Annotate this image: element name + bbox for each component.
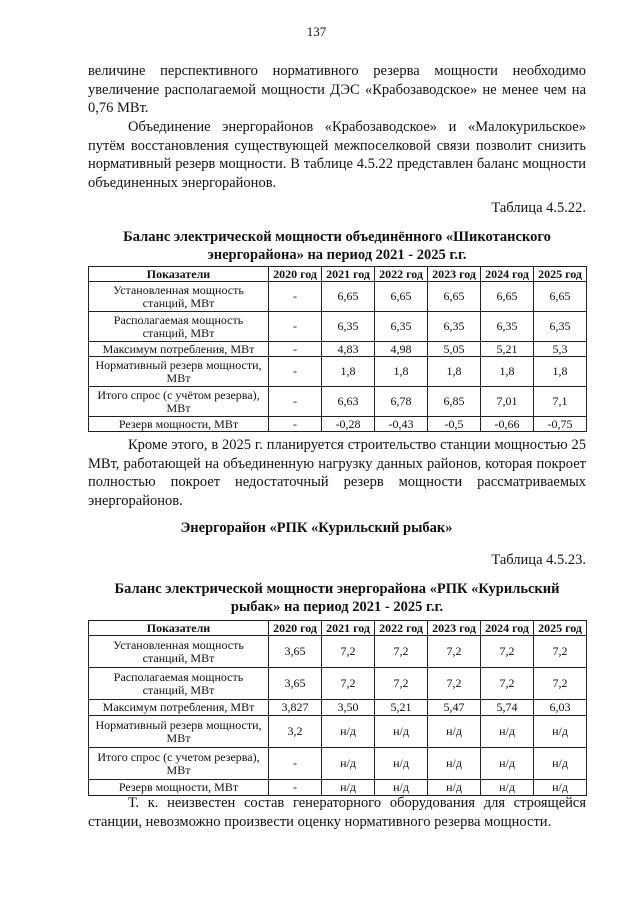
table-cell: 6,35 [481,312,534,342]
table-cell: 7,2 [428,668,481,700]
header-year-2022: 2022 год [375,267,428,282]
table-cell: 3,50 [322,700,375,716]
table-cell: 7,2 [428,636,481,668]
row-label: Итого спрос (с учетом резерва), МВт [89,748,269,780]
table-cell: 3,2 [269,716,322,748]
row-label: Располагаемая мощность станций, МВт [89,312,269,342]
table-cell: н/д [322,748,375,780]
table-cell: 6,35 [322,312,375,342]
table-row [89,700,587,716]
table-cell: н/д [534,780,587,796]
table-cell: 7,01 [481,387,534,417]
paragraph-reserve-increase: величине перспективного нормативного резерва мощности необходимо увеличение располагаемой мощности ДЭС «Крабозаводское» не менее чем на 0,76 МВт. [88,63,586,116]
table-row [89,342,587,357]
table-cell: 1,8 [534,357,587,387]
table-cell: 6,65 [481,282,534,312]
header-year-2023: 2023 год [428,267,481,282]
table-title-4-5-22: Баланс электрической мощности объединённого «Шикотанского энергорайона» на период 2021 - 2025 г.г. [123,229,551,263]
table-row [89,387,587,417]
table-cell: 5,05 [428,342,481,357]
table-cell: 5,21 [375,700,428,716]
table-cell: 6,85 [428,387,481,417]
header-year-2020: 2020 год [269,621,322,636]
table-cell: 6,78 [375,387,428,417]
table-cell: н/д [375,780,428,796]
table-cell: н/д [375,716,428,748]
row-label: Итого спрос (с учётом резерва), МВт [89,387,269,417]
header-year-2023: 2023 год [428,621,481,636]
table-row [89,716,587,748]
row-label: Установленная мощность станций, МВт [89,636,269,668]
table-cell: 6,65 [375,282,428,312]
table-header-row [89,621,587,636]
table-cell: - [269,282,322,312]
table-cell: 6,65 [322,282,375,312]
table-cell: 5,47 [428,700,481,716]
paragraph-new-station: Кроме этого, в 2025 г. планируется строительство станции мощностью 25 МВт, работающей на объединенную нагрузку данных районов, которая покроет полностью покроет недостаточный резерв мощности рассматриваемых энергорайонов. [88,437,586,509]
table-cell: 7,1 [534,387,587,417]
table-cell: н/д [481,716,534,748]
table-cell: н/д [534,748,587,780]
table-cell: 3,65 [269,668,322,700]
table-cell: 3,827 [269,700,322,716]
table-cell: 1,8 [481,357,534,387]
row-label: Нормативный резерв мощности, МВт [89,357,269,387]
table-cell: - [269,312,322,342]
table-row [89,417,587,432]
table-header-row [89,267,587,282]
header-year-2025: 2025 год [534,621,587,636]
header-year-2024: 2024 год [481,267,534,282]
header-year-2022: 2022 год [375,621,428,636]
table-row [89,748,587,780]
balance-table-shikotan [88,266,587,432]
table-cell: 6,63 [322,387,375,417]
table-cell: н/д [428,716,481,748]
table-cell: - [269,387,322,417]
table-row [89,636,587,668]
table-cell: 7,2 [481,668,534,700]
table-cell: 7,2 [534,636,587,668]
header-year-2025: 2025 год [534,267,587,282]
row-label: Нормативный резерв мощности, МВт [89,716,269,748]
table-cell: 1,8 [322,357,375,387]
paragraph-unknown-equipment: Т. к. неизвестен состав генераторного оборудования для строящейся станции, невозможно произвести оценку нормативного резерва мощности. [88,795,586,830]
table-cell: 7,2 [375,636,428,668]
table-cell: 7,2 [481,636,534,668]
table-cell: - [269,357,322,387]
table-row [89,282,587,312]
table-cell: 5,74 [481,700,534,716]
row-label: Располагаемая мощность станций, МВт [89,668,269,700]
row-label: Максимум потребления, МВт [89,342,269,357]
table-cell: 7,2 [322,668,375,700]
table-cell: 7,2 [375,668,428,700]
table-cell: 4,83 [322,342,375,357]
page-number: 137 [306,24,327,39]
table-cell: н/д [375,748,428,780]
table-cell: 6,03 [534,700,587,716]
table-cell: 6,35 [375,312,428,342]
table-cell: 6,35 [428,312,481,342]
table-row [89,312,587,342]
table-caption-4-5-22: Таблица 4.5.22. [491,200,586,216]
header-year-2021: 2021 год [322,621,375,636]
table-caption-4-5-23: Таблица 4.5.23. [491,552,586,568]
table-cell: -0,75 [534,417,587,432]
table-cell: 1,8 [375,357,428,387]
table-cell: н/д [481,780,534,796]
header-indicators: Показатели [89,267,269,282]
header-year-2021: 2021 год [322,267,375,282]
row-label: Установленная мощность станций, МВт [89,282,269,312]
table-cell: н/д [481,748,534,780]
table-cell: 7,2 [534,668,587,700]
table-cell: 5,3 [534,342,587,357]
header-year-2024: 2024 год [481,621,534,636]
section-heading: Энергорайон «РПК «Курильский рыбак» [180,520,453,536]
header-indicators: Показатели [89,621,269,636]
table-cell: н/д [428,748,481,780]
table-cell: - [269,342,322,357]
table-cell: -0,28 [322,417,375,432]
table-cell: 7,2 [322,636,375,668]
table-cell: н/д [322,716,375,748]
table-cell: 1,8 [428,357,481,387]
table-cell: -0,43 [375,417,428,432]
paragraph-merge-districts: Объединение энергорайонов «Крабозаводское» и «Малокурильское» путём восстановления существующей межпоселковой связи позволит снизить нормативный резерв мощности. В таблице 4.5.22 представлен баланс мощности объединенных энергорайонов. [88,119,586,191]
row-label: Резерв мощности, МВт [89,417,269,432]
table-cell: н/д [428,780,481,796]
table-cell: - [269,780,322,796]
table-cell: 6,65 [428,282,481,312]
table-cell: -0,5 [428,417,481,432]
balance-table-kurilsky-rybak [88,620,587,796]
table-cell: 5,21 [481,342,534,357]
table-cell: 6,35 [534,312,587,342]
table-cell: - [269,748,322,780]
table-row [89,668,587,700]
table-cell: н/д [322,780,375,796]
header-year-2020: 2020 год [269,267,322,282]
row-label: Резерв мощности, МВт [89,780,269,796]
table-cell: 3,65 [269,636,322,668]
table-cell: 6,65 [534,282,587,312]
table-cell: н/д [534,716,587,748]
table-cell: -0,66 [481,417,534,432]
table-cell: - [269,417,322,432]
table-title-4-5-23: Баланс электрической мощности энергорайона «РПК «Курильский рыбак» на период 2021 - 2025 г.г. [114,581,560,615]
table-cell: 4,98 [375,342,428,357]
row-label: Максимум потребления, МВт [89,700,269,716]
table-row [89,357,587,387]
